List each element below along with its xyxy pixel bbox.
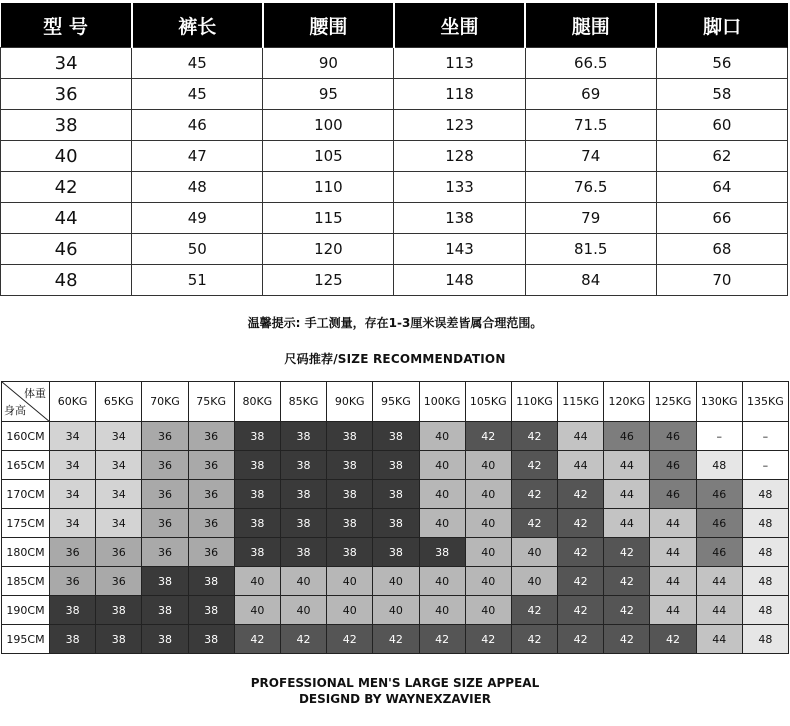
- size-cell: 133: [394, 172, 525, 203]
- weight-header: 100KG: [419, 382, 465, 422]
- recommended-size-cell: 46: [696, 480, 742, 509]
- header-hip: 坐围: [394, 3, 525, 48]
- size-cell: 58: [656, 79, 787, 110]
- size-cell-model: 48: [1, 265, 132, 296]
- recommended-size-cell: –: [696, 422, 742, 451]
- height-row: [2, 480, 789, 509]
- recommended-size-cell: 40: [465, 451, 511, 480]
- recommended-size-cell: 38: [234, 480, 280, 509]
- recommended-size-cell: 44: [604, 480, 650, 509]
- recommended-size-cell: 36: [188, 480, 234, 509]
- recommended-size-cell: 40: [373, 567, 419, 596]
- weight-header: 75KG: [188, 382, 234, 422]
- weight-header: 135KG: [742, 382, 788, 422]
- recommended-size-cell: 38: [327, 422, 373, 451]
- recommended-size-cell: 44: [604, 509, 650, 538]
- size-cell-model: 34: [1, 48, 132, 79]
- recommended-size-cell: 38: [188, 596, 234, 625]
- size-cell: 143: [394, 234, 525, 265]
- recommended-size-cell: 44: [650, 538, 696, 567]
- recommended-size-cell: 38: [280, 538, 326, 567]
- corner-weight-label: 体重: [24, 387, 46, 400]
- weight-header: 130KG: [696, 382, 742, 422]
- recommended-size-cell: 38: [373, 538, 419, 567]
- height-row: [2, 422, 789, 451]
- recommended-size-cell: 38: [142, 567, 188, 596]
- recommended-size-cell: 42: [327, 625, 373, 654]
- recommended-size-cell: 36: [142, 509, 188, 538]
- recommended-size-cell: 42: [280, 625, 326, 654]
- height-label: 185CM: [2, 567, 50, 596]
- recommended-size-cell: 40: [419, 567, 465, 596]
- height-row: [2, 625, 789, 654]
- header-hem: 脚口: [656, 3, 787, 48]
- recommended-size-cell: 38: [327, 451, 373, 480]
- recommended-size-cell: 38: [234, 509, 280, 538]
- size-cell: 125: [263, 265, 394, 296]
- size-cell: 69: [525, 79, 656, 110]
- recommended-size-cell: 48: [742, 509, 788, 538]
- size-cell: 66: [656, 203, 787, 234]
- recommended-size-cell: 34: [96, 451, 142, 480]
- recommended-size-cell: 48: [696, 451, 742, 480]
- recommended-size-cell: –: [742, 451, 788, 480]
- footer-designer: DESIGND BY WAYNEXZAVIER: [298, 692, 492, 706]
- recommended-size-cell: 34: [96, 422, 142, 451]
- recommended-size-cell: 38: [96, 625, 142, 654]
- size-cell: 60: [656, 110, 787, 141]
- recommended-size-cell: 48: [742, 625, 788, 654]
- recommended-size-cell: 38: [280, 509, 326, 538]
- recommended-size-cell: 42: [234, 625, 280, 654]
- recommendation-title: 尺码推荐/SIZE RECOMMENDATION: [284, 352, 506, 366]
- height-label: 175CM: [2, 509, 50, 538]
- recommended-size-cell: 34: [50, 480, 96, 509]
- recommended-size-cell: 38: [234, 538, 280, 567]
- size-cell: 118: [394, 79, 525, 110]
- size-cell: 62: [656, 141, 787, 172]
- size-cell: 45: [132, 48, 263, 79]
- recommended-size-cell: 40: [465, 509, 511, 538]
- size-row: [1, 141, 788, 172]
- recommended-size-cell: 40: [373, 596, 419, 625]
- size-cell: 79: [525, 203, 656, 234]
- recommended-size-cell: 42: [511, 422, 557, 451]
- size-cell: 50: [132, 234, 263, 265]
- measurement-tip: 温馨提示: 手工测量，存在1-3厘米误差皆属合理范围。: [247, 316, 543, 330]
- size-cell: 90: [263, 48, 394, 79]
- weight-header-row: [2, 382, 789, 422]
- recommended-size-cell: 36: [142, 480, 188, 509]
- weight-header: 95KG: [373, 382, 419, 422]
- recommended-size-cell: 46: [696, 509, 742, 538]
- size-cell: 115: [263, 203, 394, 234]
- recommended-size-cell: 40: [234, 567, 280, 596]
- recommended-size-cell: 42: [558, 509, 604, 538]
- recommended-size-cell: 42: [558, 480, 604, 509]
- height-row: [2, 567, 789, 596]
- recommended-size-cell: 46: [650, 422, 696, 451]
- size-row: [1, 110, 788, 141]
- size-cell: 68: [656, 234, 787, 265]
- size-cell: 148: [394, 265, 525, 296]
- recommended-size-cell: 44: [696, 567, 742, 596]
- recommended-size-cell: 42: [419, 625, 465, 654]
- recommended-size-cell: 36: [142, 422, 188, 451]
- recommended-size-cell: 48: [742, 538, 788, 567]
- recommended-size-cell: 40: [511, 538, 557, 567]
- recommended-size-cell: 42: [465, 625, 511, 654]
- recommended-size-cell: 42: [511, 625, 557, 654]
- height-row: [2, 451, 789, 480]
- recommended-size-cell: 38: [373, 451, 419, 480]
- size-cell: 84: [525, 265, 656, 296]
- size-cell: 105: [263, 141, 394, 172]
- weight-header: 65KG: [96, 382, 142, 422]
- recommended-size-cell: 38: [50, 625, 96, 654]
- size-cell: 110: [263, 172, 394, 203]
- height-row: [2, 509, 789, 538]
- recommended-size-cell: 42: [511, 509, 557, 538]
- height-row: [2, 538, 789, 567]
- recommended-size-cell: 36: [50, 538, 96, 567]
- recommended-size-cell: 42: [465, 422, 511, 451]
- height-row: [2, 596, 789, 625]
- recommended-size-cell: 38: [96, 596, 142, 625]
- recommended-size-cell: 44: [650, 596, 696, 625]
- weight-header: 70KG: [142, 382, 188, 422]
- recommended-size-cell: 38: [234, 451, 280, 480]
- size-row: [1, 48, 788, 79]
- recommended-size-cell: 40: [280, 596, 326, 625]
- recommended-size-cell: 36: [188, 538, 234, 567]
- size-cell-model: 38: [1, 110, 132, 141]
- size-cell: 120: [263, 234, 394, 265]
- weight-header: 85KG: [280, 382, 326, 422]
- height-label: 165CM: [2, 451, 50, 480]
- weight-header: 125KG: [650, 382, 696, 422]
- recommended-size-cell: 42: [650, 625, 696, 654]
- size-row: [1, 79, 788, 110]
- recommended-size-cell: 40: [511, 567, 557, 596]
- size-cell: 71.5: [525, 110, 656, 141]
- size-cell-model: 36: [1, 79, 132, 110]
- recommended-size-cell: 36: [142, 451, 188, 480]
- size-row: [1, 203, 788, 234]
- recommended-size-cell: 38: [188, 567, 234, 596]
- weight-header: 115KG: [558, 382, 604, 422]
- recommended-size-cell: 42: [558, 625, 604, 654]
- recommended-size-cell: 40: [419, 596, 465, 625]
- recommended-size-cell: 44: [650, 567, 696, 596]
- recommended-size-cell: 40: [327, 567, 373, 596]
- size-cell: 47: [132, 141, 263, 172]
- recommended-size-cell: 42: [604, 625, 650, 654]
- recommended-size-cell: 36: [188, 451, 234, 480]
- recommended-size-cell: 42: [604, 596, 650, 625]
- recommended-size-cell: 44: [650, 509, 696, 538]
- recommended-size-cell: 34: [50, 509, 96, 538]
- size-cell: 100: [263, 110, 394, 141]
- size-cell: 113: [394, 48, 525, 79]
- recommended-size-cell: 42: [604, 567, 650, 596]
- corner-height-label: 身高: [4, 404, 26, 417]
- recommended-size-cell: 34: [50, 422, 96, 451]
- weight-header: 60KG: [50, 382, 96, 422]
- size-cell-model: 42: [1, 172, 132, 203]
- size-cell: 46: [132, 110, 263, 141]
- size-cell: 66.5: [525, 48, 656, 79]
- size-chart-table: [0, 3, 788, 296]
- recommended-size-cell: 44: [558, 422, 604, 451]
- size-cell: 76.5: [525, 172, 656, 203]
- recommended-size-cell: 36: [96, 538, 142, 567]
- recommended-size-cell: 44: [558, 451, 604, 480]
- header-waist: 腰围: [263, 3, 394, 48]
- recommended-size-cell: 34: [96, 480, 142, 509]
- recommended-size-cell: 40: [234, 596, 280, 625]
- height-label: 190CM: [2, 596, 50, 625]
- recommended-size-cell: 38: [419, 538, 465, 567]
- recommended-size-cell: 38: [327, 480, 373, 509]
- size-cell: 56: [656, 48, 787, 79]
- recommended-size-cell: 38: [327, 538, 373, 567]
- size-cell-model: 46: [1, 234, 132, 265]
- recommended-size-cell: 38: [234, 422, 280, 451]
- recommended-size-cell: 44: [696, 596, 742, 625]
- weight-header: 90KG: [327, 382, 373, 422]
- height-label: 170CM: [2, 480, 50, 509]
- height-label: 195CM: [2, 625, 50, 654]
- height-label: 180CM: [2, 538, 50, 567]
- recommended-size-cell: 38: [373, 422, 419, 451]
- recommended-size-cell: 40: [419, 480, 465, 509]
- recommended-size-cell: –: [742, 422, 788, 451]
- recommended-size-cell: 38: [280, 422, 326, 451]
- recommended-size-cell: 38: [142, 596, 188, 625]
- size-recommendation-grid: [1, 381, 789, 654]
- recommended-size-cell: 40: [465, 596, 511, 625]
- recommended-size-cell: 38: [280, 451, 326, 480]
- size-cell: 123: [394, 110, 525, 141]
- size-cell: 70: [656, 265, 787, 296]
- recommended-size-cell: 48: [742, 596, 788, 625]
- height-label: 160CM: [2, 422, 50, 451]
- recommended-size-cell: 38: [142, 625, 188, 654]
- size-cell: 51: [132, 265, 263, 296]
- size-cell-model: 40: [1, 141, 132, 172]
- recommended-size-cell: 42: [604, 538, 650, 567]
- size-cell: 49: [132, 203, 263, 234]
- weight-header: 105KG: [465, 382, 511, 422]
- recommended-size-cell: 48: [742, 567, 788, 596]
- size-cell: 81.5: [525, 234, 656, 265]
- recommended-size-cell: 38: [373, 480, 419, 509]
- size-cell: 138: [394, 203, 525, 234]
- recommended-size-cell: 40: [419, 451, 465, 480]
- recommended-size-cell: 36: [50, 567, 96, 596]
- recommended-size-cell: 36: [142, 538, 188, 567]
- recommended-size-cell: 38: [280, 480, 326, 509]
- recommended-size-cell: 40: [465, 567, 511, 596]
- size-cell: 64: [656, 172, 787, 203]
- size-chart-header-row: [1, 3, 788, 48]
- size-cell: 95: [263, 79, 394, 110]
- recommended-size-cell: 38: [327, 509, 373, 538]
- size-row: [1, 172, 788, 203]
- recommended-size-cell: 48: [742, 480, 788, 509]
- recommended-size-cell: 46: [696, 538, 742, 567]
- recommended-size-cell: 40: [465, 480, 511, 509]
- recommended-size-cell: 42: [558, 538, 604, 567]
- recommended-size-cell: 46: [604, 422, 650, 451]
- recommended-size-cell: 40: [419, 509, 465, 538]
- recommended-size-cell: 40: [419, 422, 465, 451]
- recommended-size-cell: 38: [50, 596, 96, 625]
- recommended-size-cell: 36: [188, 422, 234, 451]
- recommended-size-cell: 34: [96, 509, 142, 538]
- weight-header: 80KG: [234, 382, 280, 422]
- size-cell: 45: [132, 79, 263, 110]
- recommendation-grid-body: [2, 422, 789, 654]
- recommended-size-cell: 42: [511, 596, 557, 625]
- corner-cell: [2, 382, 50, 422]
- weight-header: 110KG: [511, 382, 557, 422]
- recommended-size-cell: 44: [696, 625, 742, 654]
- recommended-size-cell: 34: [50, 451, 96, 480]
- header-length: 裤长: [132, 3, 263, 48]
- size-cell: 48: [132, 172, 263, 203]
- recommended-size-cell: 40: [327, 596, 373, 625]
- recommended-size-cell: 42: [511, 451, 557, 480]
- size-cell: 128: [394, 141, 525, 172]
- header-model: 型 号: [1, 3, 132, 48]
- size-cell: 74: [525, 141, 656, 172]
- recommended-size-cell: 46: [650, 451, 696, 480]
- recommended-size-cell: 36: [96, 567, 142, 596]
- recommended-size-cell: 40: [465, 538, 511, 567]
- footer-tagline: PROFESSIONAL MEN'S LARGE SIZE APPEAL: [250, 676, 540, 690]
- size-row: [1, 265, 788, 296]
- recommended-size-cell: 42: [373, 625, 419, 654]
- size-chart-body: [1, 48, 788, 296]
- recommended-size-cell: 40: [280, 567, 326, 596]
- size-row: [1, 234, 788, 265]
- header-thigh: 腿围: [525, 3, 656, 48]
- recommended-size-cell: 38: [188, 625, 234, 654]
- recommended-size-cell: 44: [604, 451, 650, 480]
- recommended-size-cell: 42: [511, 480, 557, 509]
- recommended-size-cell: 46: [650, 480, 696, 509]
- weight-header: 120KG: [604, 382, 650, 422]
- size-cell-model: 44: [1, 203, 132, 234]
- recommended-size-cell: 42: [558, 567, 604, 596]
- recommended-size-cell: 42: [558, 596, 604, 625]
- recommended-size-cell: 36: [188, 509, 234, 538]
- recommended-size-cell: 38: [373, 509, 419, 538]
